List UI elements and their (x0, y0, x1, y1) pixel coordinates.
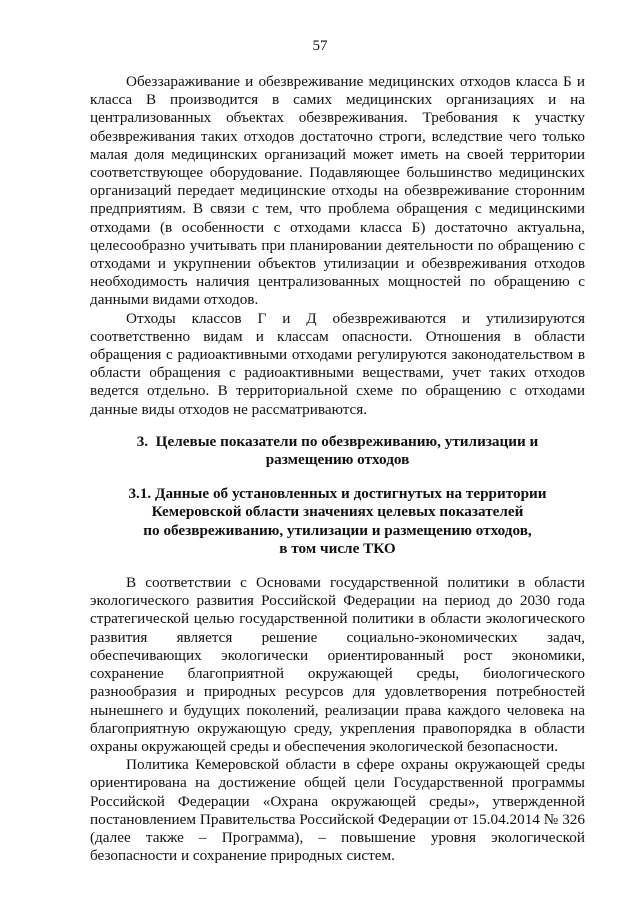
paragraph-medical-waste: Обеззараживание и обезвреживание медицинских отходов класса Б и класса В производится в самих медицинских организациях и на централизованных объектах обезвреживания. Требования к участку обезвреживания таких отходов достаточно строги, вследствие чего только малая доля медицинских организаций может иметь на своей территории соответствующее оборудование. Подавляющее большинство медицинских организаций передает медицинские отходы на обезвреживание сторонним предприятиям. В связи с тем, что проблема обращения с медицинскими отходами (в особенности с отходами класса Б) достаточно актуальна, целесообразно учитывать при планировании деятельности по обращению с отходами и укрупнении объектов утилизации и обезвреживания отходов необходимость наличия централизованных мощностей по обращению с данными видами отходов. (90, 73, 585, 309)
paragraph-waste-classes-g-d: Отходы классов Г и Д обезвреживаются и утилизируются соответственно видам и классам опасности. Отношения в области обращения с радиоактивными отходами регулируются законодательством в области обращения с радиоактивными веществами, учет таких отходов ведется отдельно. В территориальной схеме по обращению с отходами данные виды отходов не рассматриваются. (90, 309, 585, 418)
section-heading-line-1: 3. Целевые показатели по обезвреживанию, утилизации и (136, 432, 539, 450)
subsection-heading-line-2: Кемеровской области значениях целевых показателей (151, 503, 524, 521)
page-number: 57 (312, 38, 328, 54)
subsection-heading-line-3: по обезвреживанию, утилизации и размещению отходов, (143, 521, 532, 539)
subsection-heading-line-4: в том числе ТКО (279, 539, 396, 557)
heading-spacer (90, 558, 585, 574)
subsection-heading-line-1: 3.1. Данные об установленных и достигнутых на территории (128, 485, 547, 503)
paragraph-regional-policy: Политика Кемеровской области в сфере охраны окружающей среды ориентирована на достижение общей цели Государственной программы Российской Федерации «Охрана окружающей среды», утвержденной постановлением Правительства Российской Федерации от 15.04.2014 № 326 (далее также – Программа), – повышение уровня экологической безопасности и сохранение природных систем. (90, 756, 585, 865)
paragraph-state-policy: В соответствии с Основами государственной политики в области экологического развития Российской Федерации на период до 2030 года стратегической целью государственной политики в области экологического развития является решение социально-экономических задач, обеспечивающих экологически ориентированный рост экономики, сохранение благоприятной окружающей среды, биологического разнообразия и природных ресурсов для удовлетворения потребностей нынешнего и будущих поколений, реализации права каждого человека на благоприятную окружающую среду, укрепления правопорядка в области охраны окружающей среды и обеспечения экологической безопасности. (90, 574, 585, 755)
page-content (90, 73, 585, 865)
section-heading-line-2: размещению отходов (265, 451, 410, 469)
section-heading (90, 433, 585, 469)
subsection-heading (90, 485, 585, 558)
